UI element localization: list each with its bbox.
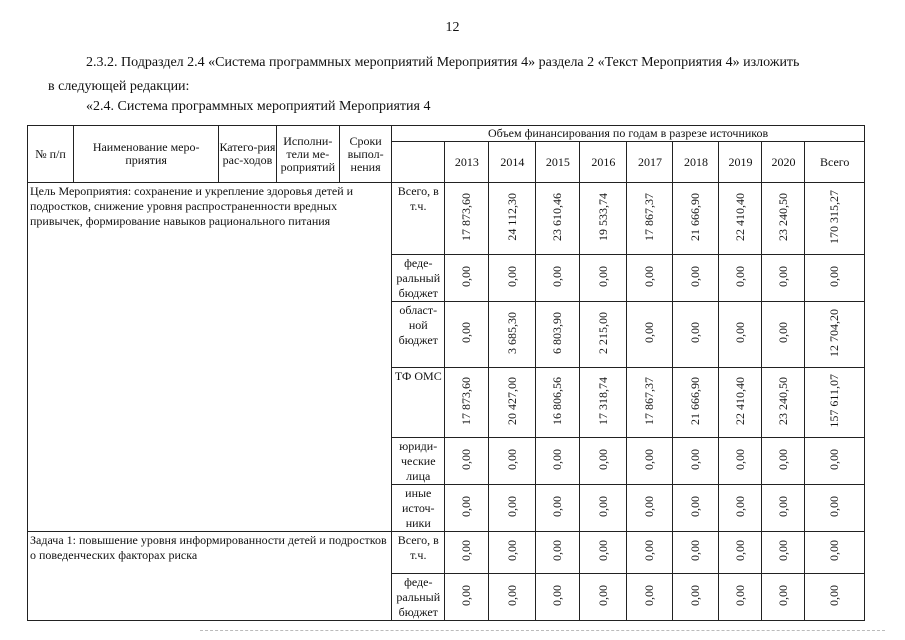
value-text: 0,00 xyxy=(504,265,519,287)
year-header-1: 2014 xyxy=(489,142,536,183)
value-cell xyxy=(762,574,805,621)
value-cell xyxy=(627,183,673,255)
source-label: феде-ральный бюджет xyxy=(392,574,445,621)
value-text: 12 704,20 xyxy=(827,308,842,357)
header-executors: Исполни-тели ме-роприятий xyxy=(276,126,339,183)
goal-text: Цель Мероприятия: сохранение и укрепление здоровья детей и подростков, снижение уровня распространенности вредных привычек, формирование навыков рационального питания xyxy=(28,183,392,532)
value-text: 23 610,46 xyxy=(550,192,565,241)
source-label: Всего, в т.ч. xyxy=(392,183,445,255)
value-text: 0,00 xyxy=(459,540,474,561)
value-cell xyxy=(445,368,489,438)
value-cell xyxy=(489,255,536,302)
value-cell xyxy=(536,485,580,532)
value-text: 19 533,74 xyxy=(595,192,610,241)
value-cell xyxy=(445,574,489,621)
value-cell xyxy=(445,438,489,485)
value-cell xyxy=(536,532,580,574)
value-cell xyxy=(580,183,627,255)
value-text: 0,00 xyxy=(459,495,474,517)
value-cell xyxy=(719,532,762,574)
value-text: 0,00 xyxy=(595,448,610,470)
value-text: 0,00 xyxy=(775,265,790,287)
value-cell xyxy=(673,438,719,485)
value-text: 16 806,56 xyxy=(550,376,565,425)
value-cell xyxy=(719,574,762,621)
value-text: 0,00 xyxy=(595,540,610,561)
value-text: 24 112,30 xyxy=(504,192,519,241)
value-cell xyxy=(445,302,489,368)
source-label: феде-ральный бюджет xyxy=(392,255,445,302)
value-cell xyxy=(580,368,627,438)
value-cell xyxy=(673,574,719,621)
value-cell xyxy=(445,183,489,255)
table-row xyxy=(28,183,865,255)
value-cell xyxy=(489,183,536,255)
value-text: 17 867,37 xyxy=(642,192,657,241)
value-text: 0,00 xyxy=(688,448,703,470)
value-text: 0,00 xyxy=(732,322,747,343)
value-cell xyxy=(719,302,762,368)
value-text: 0,00 xyxy=(504,584,519,606)
year-header-3: 2016 xyxy=(580,142,627,183)
value-cell xyxy=(580,574,627,621)
page-number: 12 xyxy=(445,20,460,35)
value-text: 0,00 xyxy=(595,265,610,287)
value-cell xyxy=(627,574,673,621)
value-text: 17 867,37 xyxy=(642,376,657,425)
value-text: 0,00 xyxy=(827,584,842,606)
value-cell xyxy=(805,485,865,532)
value-text: 0,00 xyxy=(550,584,565,606)
value-cell xyxy=(445,485,489,532)
value-text: 0,00 xyxy=(642,495,657,517)
value-text: 0,00 xyxy=(459,584,474,606)
value-cell xyxy=(489,532,536,574)
value-text: 0,00 xyxy=(550,448,565,470)
value-text: 0,00 xyxy=(595,495,610,517)
value-text: 0,00 xyxy=(688,584,703,606)
year-header-6: 2019 xyxy=(719,142,762,183)
value-text: 0,00 xyxy=(642,540,657,561)
source-label: иные источ-ники xyxy=(392,485,445,532)
value-text: 0,00 xyxy=(550,495,565,517)
value-text: 3 685,30 xyxy=(504,311,519,354)
value-cell xyxy=(762,183,805,255)
value-text: 23 240,50 xyxy=(775,376,790,425)
value-cell xyxy=(627,532,673,574)
year-header-8: Всего xyxy=(805,142,865,183)
value-text: 2 215,00 xyxy=(595,311,610,354)
funding-body xyxy=(28,183,865,621)
value-cell xyxy=(580,438,627,485)
value-cell xyxy=(805,255,865,302)
source-label: Всего, в т.ч. xyxy=(392,532,445,574)
value-text: 20 427,00 xyxy=(504,376,519,425)
value-text: 0,00 xyxy=(595,584,610,606)
value-text: 0,00 xyxy=(775,448,790,470)
value-cell xyxy=(805,302,865,368)
value-cell xyxy=(673,255,719,302)
value-cell xyxy=(627,255,673,302)
value-cell xyxy=(536,438,580,485)
scan-edge-line xyxy=(200,630,885,631)
value-text: 0,00 xyxy=(642,322,657,343)
value-cell xyxy=(580,485,627,532)
year-header-4: 2017 xyxy=(627,142,673,183)
value-cell xyxy=(536,574,580,621)
value-text: 17 873,60 xyxy=(459,376,474,425)
value-text: 0,00 xyxy=(775,584,790,606)
value-text: 0,00 xyxy=(732,495,747,517)
value-text: 22 410,40 xyxy=(732,192,747,241)
value-cell xyxy=(805,368,865,438)
value-cell xyxy=(489,368,536,438)
year-header-0: 2013 xyxy=(445,142,489,183)
value-text: 22 410,40 xyxy=(732,376,747,425)
value-cell xyxy=(536,183,580,255)
value-text: 17 873,60 xyxy=(459,192,474,241)
value-text: 0,00 xyxy=(550,540,565,561)
value-text: 0,00 xyxy=(642,448,657,470)
value-cell xyxy=(627,368,673,438)
value-cell xyxy=(627,485,673,532)
value-cell xyxy=(489,574,536,621)
value-cell xyxy=(489,485,536,532)
value-text: 0,00 xyxy=(732,584,747,606)
value-cell xyxy=(719,183,762,255)
value-cell xyxy=(627,438,673,485)
value-cell xyxy=(762,485,805,532)
header-name: Наименование меро-приятия xyxy=(74,126,219,183)
header-terms: Сроки выпол-нения xyxy=(340,126,392,183)
value-cell xyxy=(719,438,762,485)
value-cell xyxy=(580,255,627,302)
value-text: 0,00 xyxy=(732,540,747,561)
value-text: 0,00 xyxy=(504,448,519,470)
year-header-7: 2020 xyxy=(762,142,805,183)
table-row xyxy=(28,532,865,574)
value-text: 157 611,07 xyxy=(827,373,842,428)
value-cell xyxy=(673,368,719,438)
value-cell xyxy=(805,438,865,485)
value-cell xyxy=(536,255,580,302)
value-text: 0,00 xyxy=(550,265,565,287)
value-text: 0,00 xyxy=(827,448,842,470)
value-text: 0,00 xyxy=(775,495,790,517)
amendment-paragraph xyxy=(48,51,876,99)
header-source-blank xyxy=(392,142,445,183)
value-text: 0,00 xyxy=(827,265,842,287)
header-funding: Объем финансирования по годам в разрезе источников xyxy=(392,126,865,142)
value-text: 0,00 xyxy=(642,265,657,287)
value-text: 0,00 xyxy=(775,540,790,561)
source-label: ТФ ОМС xyxy=(392,368,445,438)
value-text: 21 666,90 xyxy=(688,192,703,241)
value-cell xyxy=(805,574,865,621)
value-cell xyxy=(762,255,805,302)
value-cell xyxy=(805,183,865,255)
value-cell xyxy=(580,302,627,368)
value-text: 21 666,90 xyxy=(688,376,703,425)
value-cell xyxy=(445,532,489,574)
value-cell xyxy=(719,368,762,438)
value-text: 170 315,27 xyxy=(827,189,842,244)
value-text: 6 803,90 xyxy=(550,311,565,354)
value-cell xyxy=(673,302,719,368)
value-text: 0,00 xyxy=(688,265,703,287)
value-cell xyxy=(762,438,805,485)
value-text: 0,00 xyxy=(688,495,703,517)
value-cell xyxy=(536,368,580,438)
value-text: 0,00 xyxy=(827,495,842,517)
source-label: юриди-ческие лица xyxy=(392,438,445,485)
value-text: 0,00 xyxy=(775,322,790,343)
paragraph-line-2: в следующей редакции: xyxy=(48,79,190,94)
value-text: 23 240,50 xyxy=(775,192,790,241)
value-cell xyxy=(489,438,536,485)
value-text: 0,00 xyxy=(504,540,519,561)
source-label: област-ной бюджет xyxy=(392,302,445,368)
value-text: 0,00 xyxy=(688,540,703,561)
value-text: 0,00 xyxy=(827,540,842,561)
value-text: 0,00 xyxy=(688,322,703,343)
value-cell xyxy=(719,255,762,302)
value-cell xyxy=(719,485,762,532)
paragraph-line-1: 2.3.2. Подраздел 2.4 «Система программных мероприятий Мероприятия 4» раздела 2 «Текст Мероприятия 4» изложить xyxy=(86,55,800,70)
value-cell xyxy=(445,255,489,302)
year-header-5: 2018 xyxy=(673,142,719,183)
value-cell xyxy=(673,532,719,574)
value-text: 0,00 xyxy=(459,322,474,343)
section-title: «2.4. Система программных мероприятий Мероприятия 4 xyxy=(86,99,431,114)
value-cell xyxy=(762,532,805,574)
year-header-2: 2015 xyxy=(536,142,580,183)
value-cell xyxy=(536,302,580,368)
value-cell xyxy=(673,183,719,255)
task-text: Задача 1: повышение уровня информированности детей и подростков о поведенческих факторах риска xyxy=(28,532,392,621)
value-cell xyxy=(762,368,805,438)
value-text: 0,00 xyxy=(459,265,474,287)
funding-table xyxy=(27,125,865,621)
value-cell xyxy=(627,302,673,368)
value-text: 17 318,74 xyxy=(595,376,610,425)
value-text: 0,00 xyxy=(642,584,657,606)
value-text: 0,00 xyxy=(732,265,747,287)
header-category: Катего-рия рас-ходов xyxy=(219,126,276,183)
value-cell xyxy=(805,532,865,574)
value-text: 0,00 xyxy=(459,448,474,470)
value-cell xyxy=(489,302,536,368)
value-cell xyxy=(762,302,805,368)
value-cell xyxy=(673,485,719,532)
value-text: 0,00 xyxy=(504,495,519,517)
value-text: 0,00 xyxy=(732,448,747,470)
header-num: № п/п xyxy=(28,126,74,183)
value-cell xyxy=(580,532,627,574)
